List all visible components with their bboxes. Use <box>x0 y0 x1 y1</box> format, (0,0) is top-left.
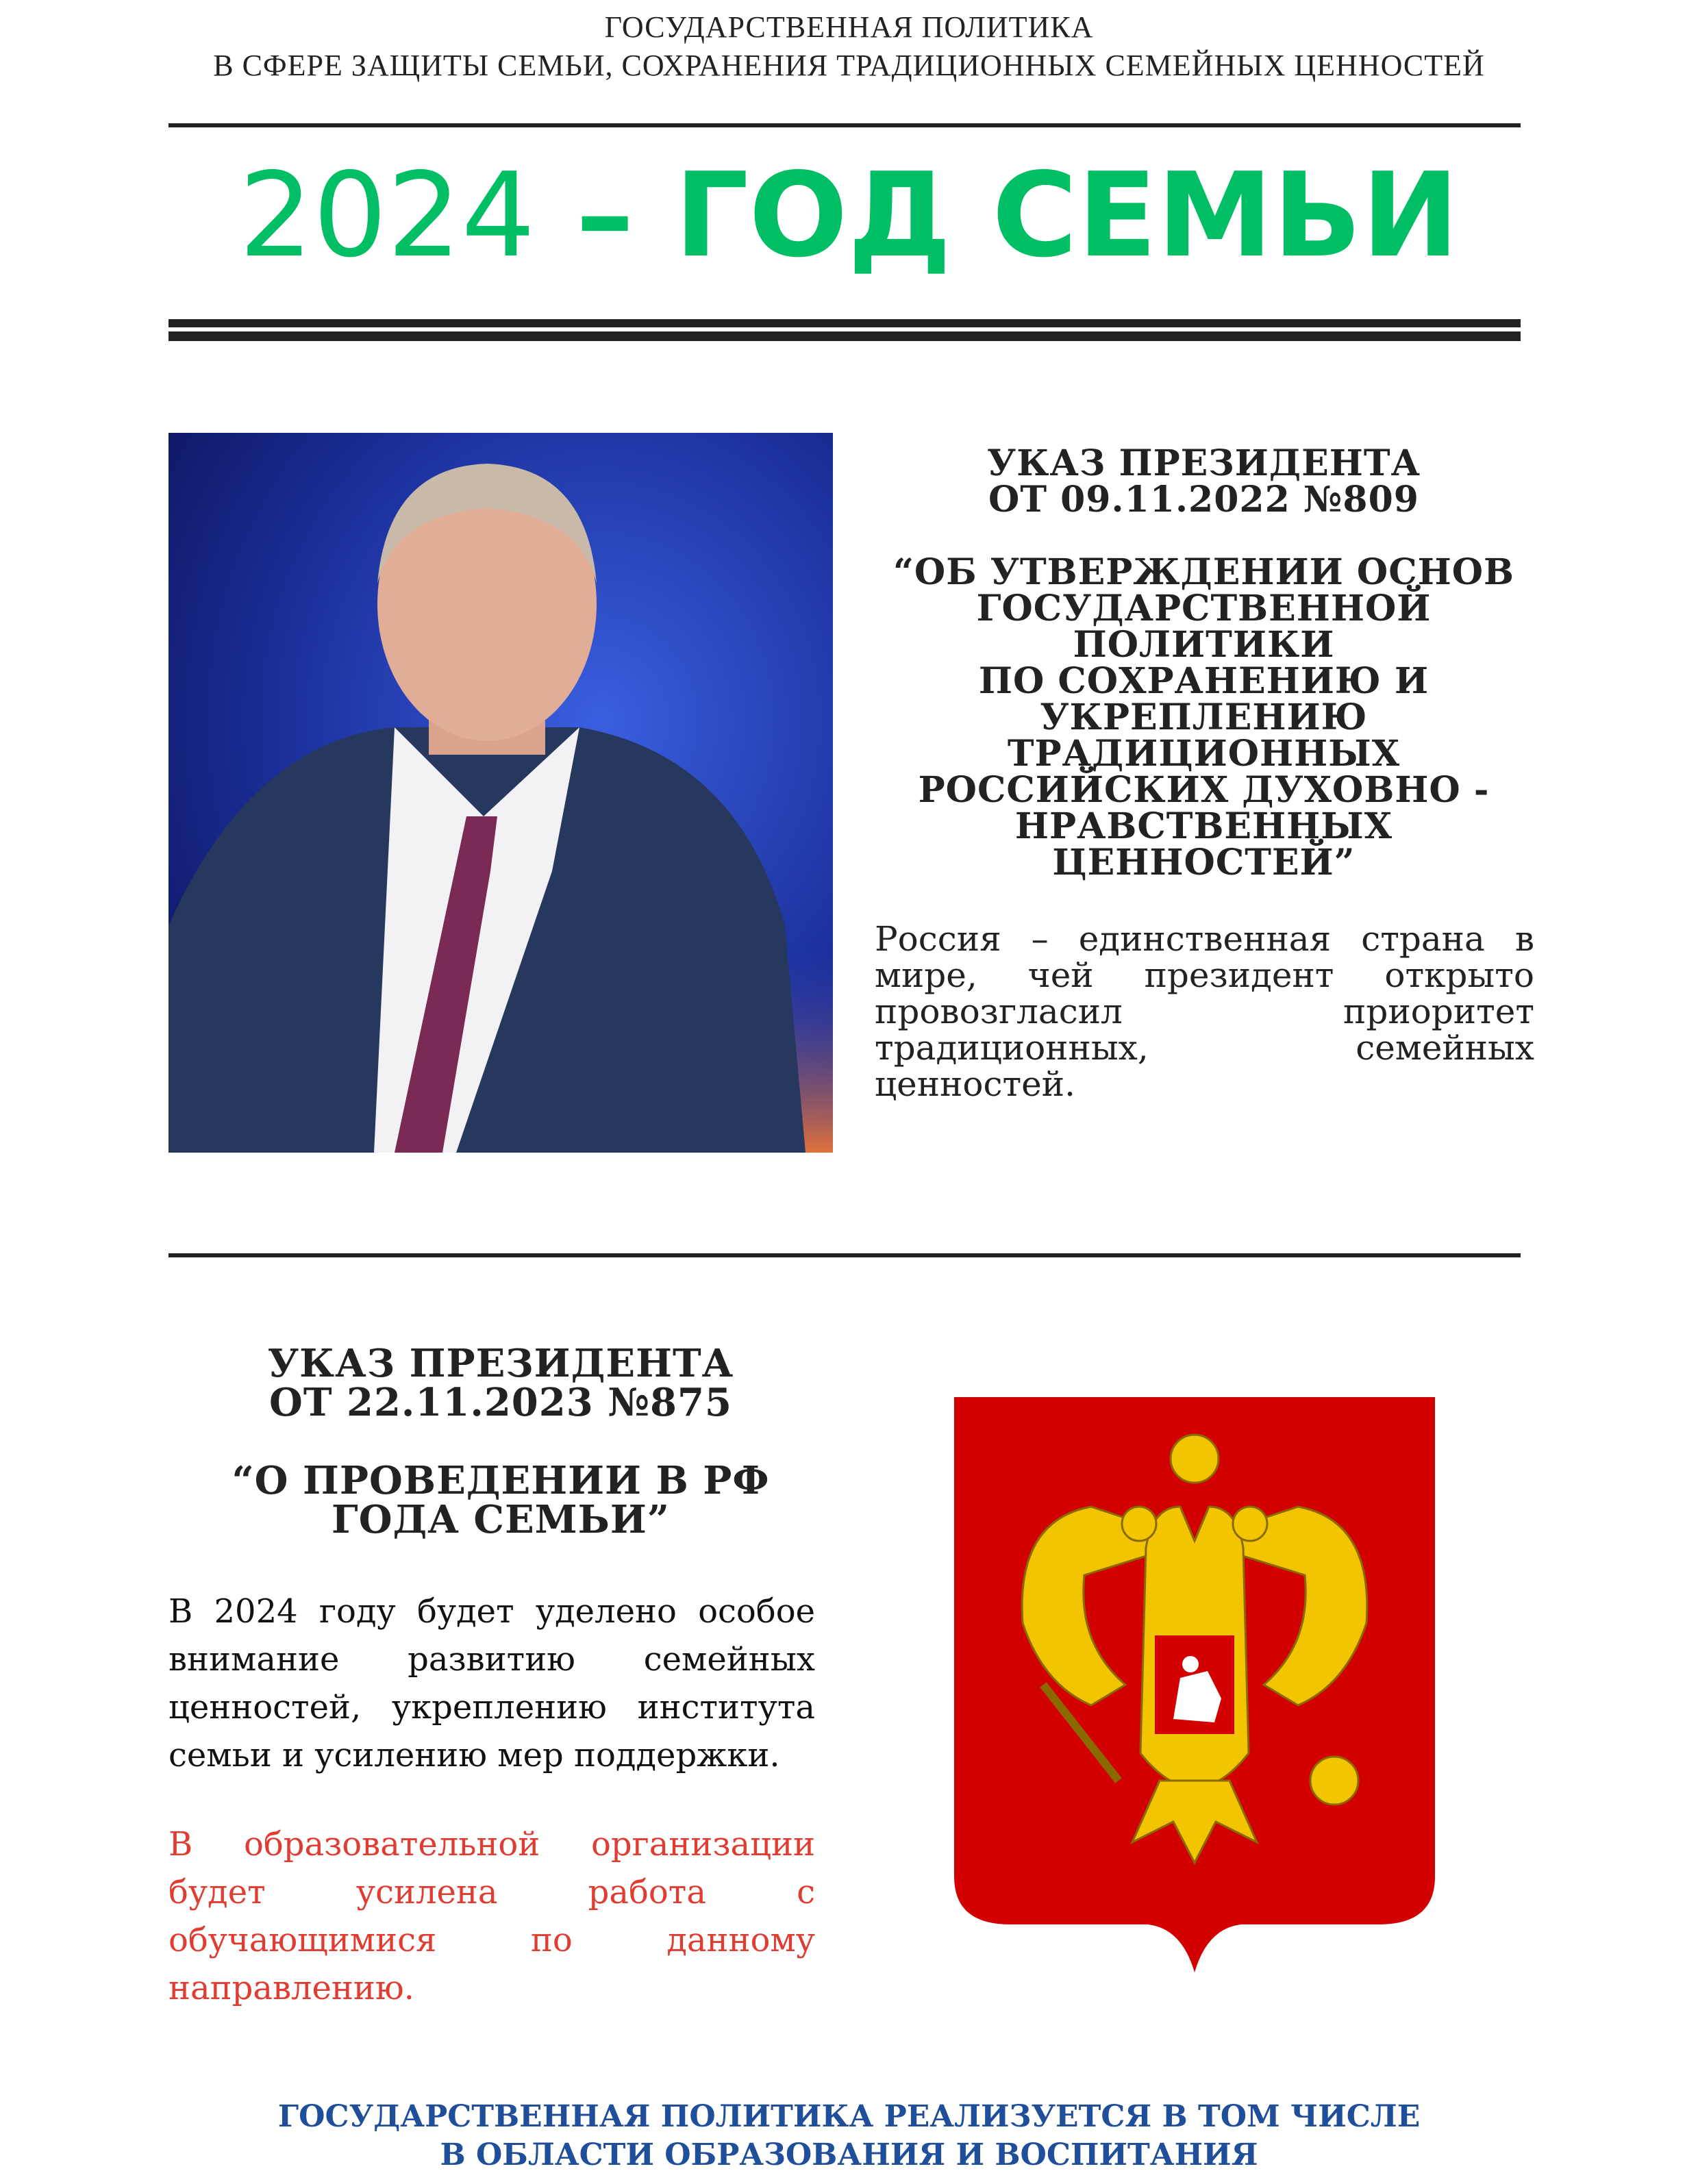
decree-1-name-line: ЦЕННОСТЕЙ” <box>1052 842 1356 883</box>
divider <box>168 123 1521 127</box>
footer-line-1: ГОСУДАРСТВЕННАЯ ПОЛИТИКА РЕАЛИЗУЕТСЯ В ТОМ ЧИСЛЕ <box>277 2099 1421 2134</box>
page-title <box>0 147 1698 284</box>
decree-1-name-line: ПО СОХРАНЕНИЮ И <box>978 660 1429 702</box>
decree-1-name-line: “ОБ УТВЕРЖДЕНИИ ОСНОВ <box>893 551 1514 593</box>
president-photo <box>168 433 833 1153</box>
decree-2-paragraph: В 2024 году будет уделено особое внимание развитию семейных ценностей, укреплению института семьи и усилению мер поддержки. <box>168 1592 815 1774</box>
decree-1-name-line: УКРЕПЛЕНИЮ <box>1040 696 1368 738</box>
decree-1-name <box>873 551 1534 883</box>
decree-2-highlight: В образовательной организации будет усилена работа с обучающимися по данному направлению. <box>168 1825 815 2007</box>
divider <box>168 1253 1521 1257</box>
header-line-2: В СФЕРЕ ЗАЩИТЫ СЕМЬИ, СОХРАНЕНИЯ ТРАДИЦИОННЫХ СЕМЕЙНЫХ ЦЕННОСТЕЙ <box>213 49 1485 82</box>
decree-2-name-line: ГОДА СЕМЬИ” <box>332 1497 670 1542</box>
decree-1-name-line: РОССИЙСКИХ ДУХОВНО - <box>918 769 1490 811</box>
coat-of-arms-icon <box>954 1397 1435 1972</box>
decree-2-title: УКАЗ ПРЕЗИДЕНТА <box>267 1341 734 1386</box>
decree-2-heading <box>168 1341 833 1542</box>
title-text: ГОД СЕМЬИ <box>674 148 1460 284</box>
decree-1-name-line: НРАВСТВЕННЫХ <box>1014 805 1393 847</box>
title-year: 2024 <box>238 148 536 284</box>
decree-1-name-line: ГОСУДАРСТВЕННОЙ <box>976 588 1432 629</box>
divider <box>168 331 1521 341</box>
title-dash: – <box>535 148 675 284</box>
decree-1-name-line: ТРАДИЦИОННЫХ <box>1007 733 1401 775</box>
header-line-1: ГОСУДАРСТВЕННАЯ ПОЛИТИКА <box>604 10 1094 44</box>
decree-1-heading <box>873 442 1534 883</box>
decree-1-date: ОТ 09.11.2022 №809 <box>988 479 1419 520</box>
decree-1-title: УКАЗ ПРЕЗИДЕНТА <box>987 442 1421 484</box>
decree-2-date: ОТ 22.11.2023 №875 <box>269 1380 732 1425</box>
decree-1-name-line: ПОЛИТИКИ <box>1073 624 1335 666</box>
footer-line-2: В ОБЛАСТИ ОБРАЗОВАНИЯ И ВОСПИТАНИЯ <box>440 2137 1258 2172</box>
decree-1-paragraph: Россия – единственная страна в мире, чей президент открыто провозгласил приоритет традиционных, семейных ценностей. <box>875 919 1534 1104</box>
divider <box>168 319 1521 327</box>
decree-2-name-line: “О ПРОВЕДЕНИИ В РФ <box>232 1458 770 1503</box>
